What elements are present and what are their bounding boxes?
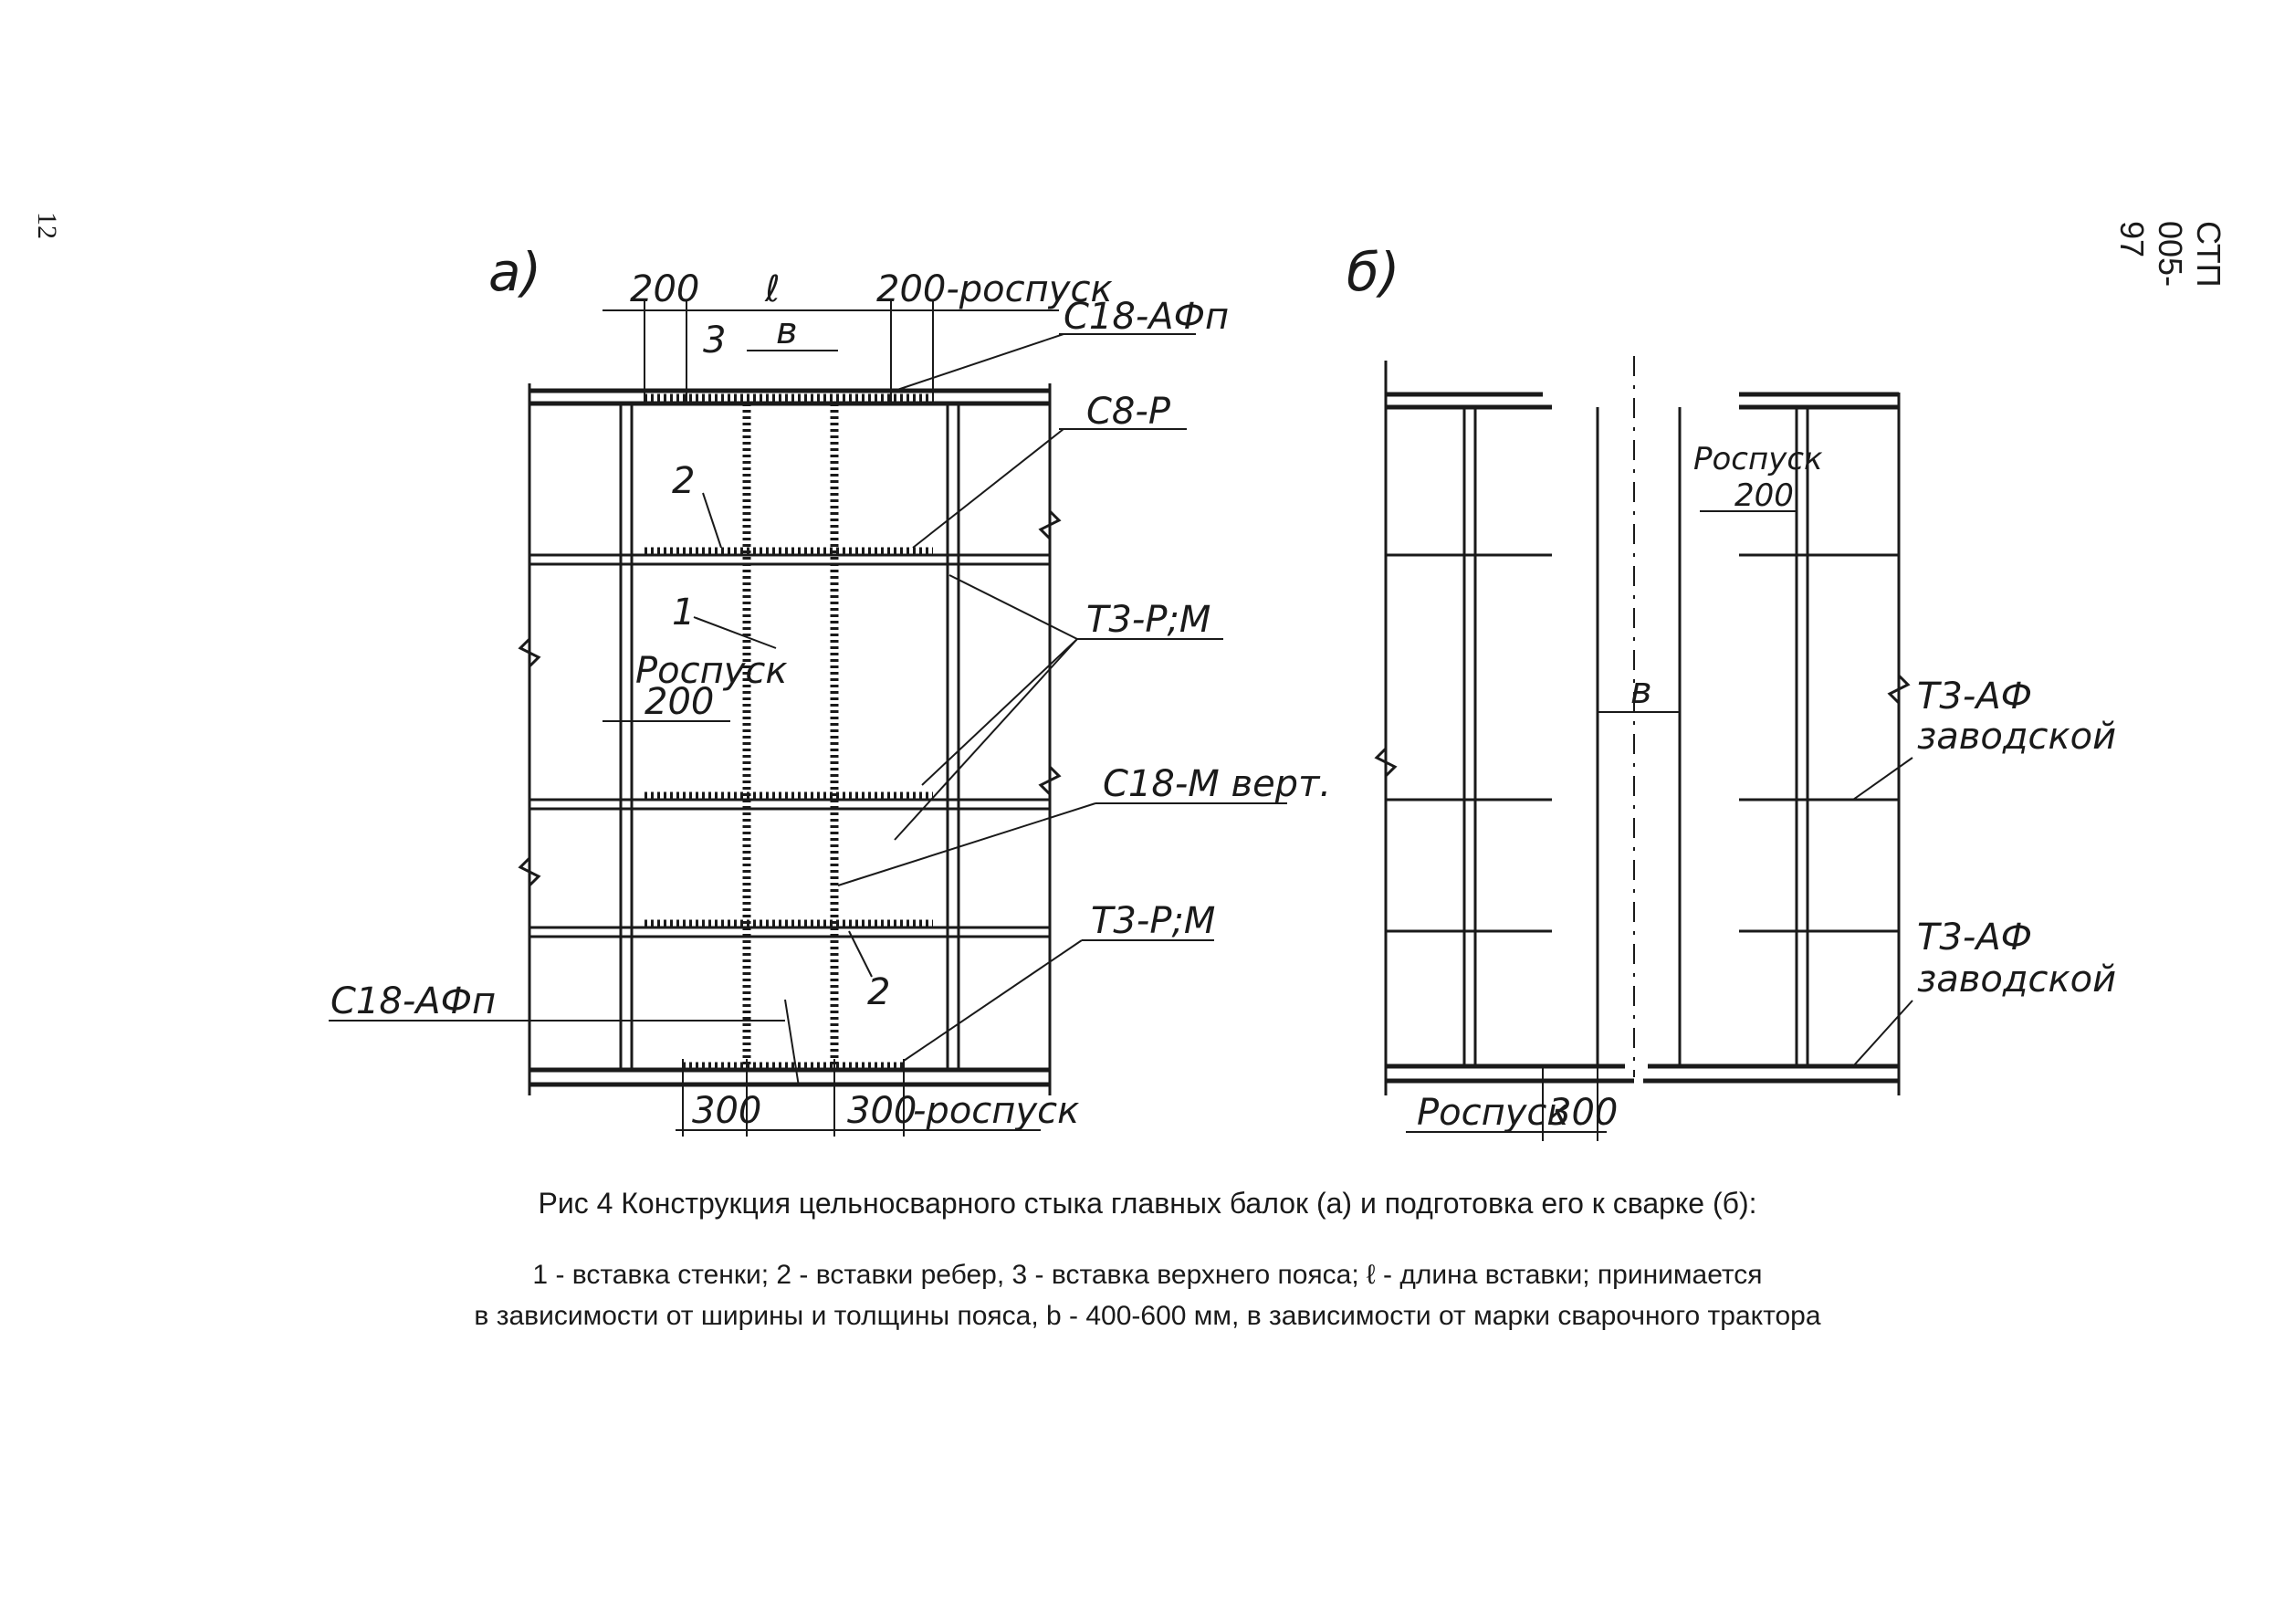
callout-1-leader bbox=[694, 617, 776, 648]
figure-caption-line-2: в зависимости от ширины и толщины пояса, b - 400-600 мм, в зависимости от марки сварочного трактора bbox=[474, 1301, 1821, 1331]
callout-2-bottom: 2 bbox=[867, 971, 891, 1013]
weld-t3-pm-2-label: Т3-Р;М bbox=[1091, 900, 1216, 942]
leader-t3-pm-1a bbox=[949, 575, 1077, 639]
rospusk-bottom-a: -роспуск bbox=[913, 1090, 1080, 1132]
weld-t3-af-1-label: Т3-АФ bbox=[1917, 676, 2033, 718]
rospusk-label-b: Роспуск bbox=[1693, 441, 1823, 477]
dim-300-right: 300 bbox=[847, 1090, 917, 1132]
weld-c8-p-label: С8-Р bbox=[1086, 391, 1170, 433]
dim-300-left: 300 bbox=[692, 1090, 762, 1132]
leader-c18-afp-bottom bbox=[785, 1000, 799, 1086]
callout-1: 1 bbox=[672, 592, 696, 634]
rospusk-label-a: Роспуск bbox=[635, 650, 788, 692]
figure-a bbox=[329, 241, 1331, 1137]
document-code: СТП 005-97 bbox=[2113, 221, 2227, 288]
dim-200-rospusk-label: 200-роспуск bbox=[876, 268, 1113, 310]
weld-c18-afp-bottom-label: С18-АФп bbox=[330, 980, 497, 1022]
weld-c18-afp-top-label: С18-АФп bbox=[1064, 296, 1230, 338]
rospusk-dim-a: 200 bbox=[644, 681, 715, 723]
leader-t3-af-2 bbox=[1853, 1001, 1912, 1066]
leader-t3-pm-1b bbox=[922, 639, 1077, 785]
weld-t3-pm-1-label: Т3-Р;М bbox=[1086, 599, 1211, 641]
figure-a-label: а) bbox=[488, 241, 542, 303]
dim-300-b: 300 bbox=[1548, 1092, 1619, 1134]
leader-c18-afp-top bbox=[895, 334, 1064, 391]
rospusk-dim-b: 200 bbox=[1734, 477, 1794, 514]
figure-b-label: б) bbox=[1347, 241, 1400, 303]
weld-c18-m-vert-label: С18-М верт. bbox=[1103, 763, 1332, 805]
page-number: 12 bbox=[32, 212, 62, 239]
dim-b-label: в bbox=[776, 310, 798, 352]
factory-2-label: заводской bbox=[1917, 959, 2117, 1001]
leader-c18-m-vert bbox=[838, 803, 1095, 885]
dim-l-label: ℓ bbox=[765, 268, 781, 310]
figure-caption-line-1: 1 - вставка стенки; 2 - вставки ребер, 3 - вставка верхнего пояса; ℓ - длина вставки; принимается bbox=[532, 1260, 1763, 1290]
b-dim-label: в bbox=[1630, 670, 1652, 712]
callout-3: 3 bbox=[703, 320, 727, 361]
callout-2-top: 2 bbox=[672, 460, 696, 502]
callout-2-top-leader bbox=[703, 493, 721, 548]
leader-t3-af-1 bbox=[1853, 758, 1912, 800]
leader-t3-pm-2 bbox=[904, 940, 1082, 1061]
weld-t3-af-2-label: Т3-АФ bbox=[1917, 917, 2033, 959]
dim-200-label: 200 bbox=[630, 268, 700, 310]
factory-1-label: заводской bbox=[1917, 716, 2117, 758]
rospusk-bottom-b: Роспуск bbox=[1417, 1092, 1569, 1134]
figure-caption-title: Рис 4 Конструкция цельносварного стыка главных балок (а) и подготовка его к сварке (б): bbox=[538, 1187, 1757, 1220]
figure-b bbox=[1347, 241, 2116, 1141]
